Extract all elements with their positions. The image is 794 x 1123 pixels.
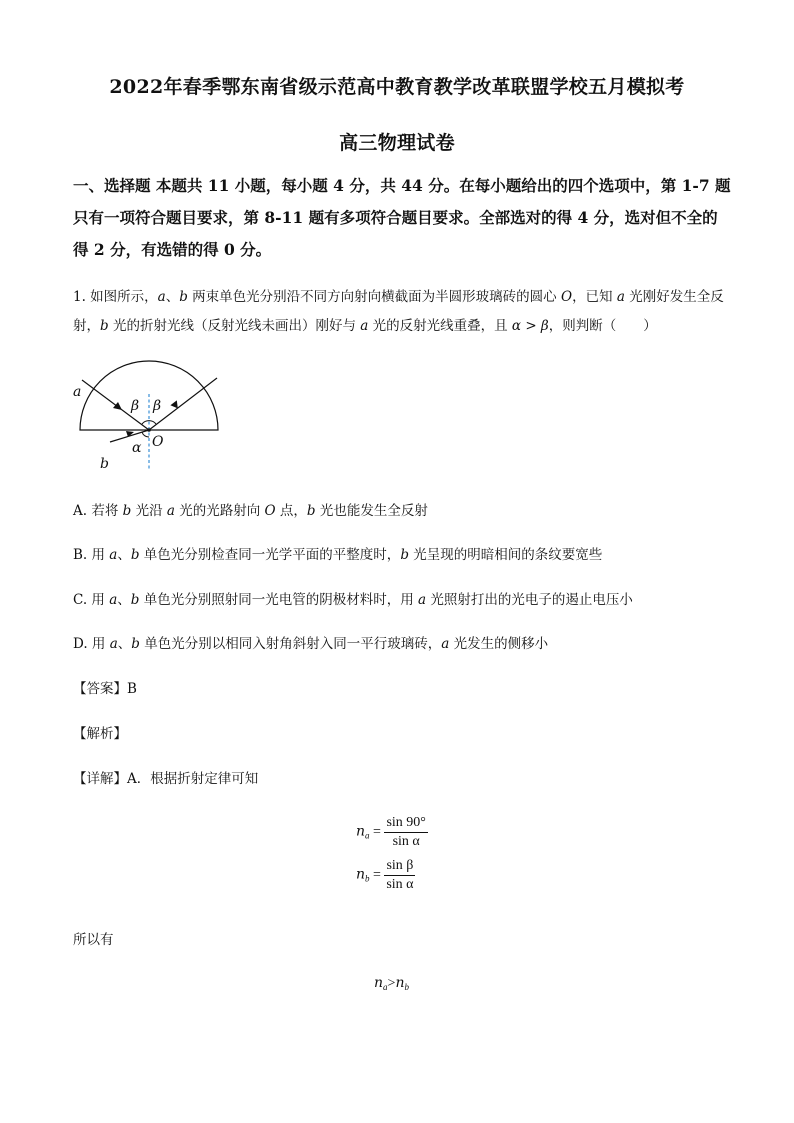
label-beta-left: β — [131, 398, 140, 414]
exam-title-line2: 高三物理试卷 — [339, 132, 455, 154]
equation-nb: $n_b$ = $\frac{\text{sin β}}{\text{sin α}}$ — [356, 858, 414, 892]
semicircle-glass-diagram — [70, 358, 230, 474]
ray-a-arrow — [113, 402, 122, 410]
option-D: D. 用 a、b 单色光分别以相同入射角斜射入同一平行玻璃砖，a 光发生的侧移小 — [73, 636, 549, 652]
option-A: A. 若将 b 光沿 a 光的光路射向 O 点，b 光也能发生全反射 — [73, 503, 428, 519]
angle-arc-bottom — [142, 432, 149, 437]
equation-na-gt-nb: $n_a>n_b$ — [374, 975, 409, 992]
detail-text: A．根据折射定律可知 — [127, 771, 259, 787]
option-B: B. 用 a、b 单色光分别检查同一光学平面的平整度时，b 光呈现的明暗相间的条纹要宽些 — [73, 547, 603, 563]
therefore-text: 所以有 — [73, 932, 114, 948]
label-beta-right: β — [153, 398, 162, 414]
label-O: O — [152, 434, 164, 450]
section-instructions: 一、选择题 本题共 11 小题，每小题 4 分，共 44 分。在每小题给出的四个选项中，第 1-7 题只有一项符合题目要求，第 8-11 题有多项符合题目要求。全部选对的得 4 分，选对但不全的得 2 分，有选错的得 0 分。 — [73, 176, 731, 259]
center-point — [147, 428, 151, 432]
option-C: C. 用 a、b 单色光分别照射同一光电管的阴极材料时，用 a 光照射打出的光电子的遏止电压小 — [73, 592, 633, 608]
exam-title-line1: 2022年春季鄂东南省级示范高中教育教学改革联盟学校五月模拟考 — [109, 76, 685, 98]
label-b: b — [100, 456, 109, 472]
equation-na: $n_a$ = $\frac{\sin 90^\circ}{\text{sin α}}$ — [356, 815, 426, 849]
detail-tag: 【详解】 — [73, 771, 127, 787]
analysis-tag: 【解析】 — [73, 726, 127, 742]
detail-line — [73, 767, 258, 787]
answer-tag: 【答案】 — [73, 681, 127, 697]
question-1-stem: 1. 如图所示，a、b 两束单色光分别沿不同方向射向横截面为半圆形玻璃砖的圆心 O，已知 a 光刚好发生全反射，b 光的折射光线（反射光线未画出）刚好与 a 光的反射光线重叠，且 α > β，则判断（ ） — [73, 289, 724, 334]
label-a: a — [73, 384, 82, 400]
answer-value: B — [127, 681, 137, 697]
label-alpha: α — [132, 440, 142, 456]
answer-line — [73, 677, 137, 697]
